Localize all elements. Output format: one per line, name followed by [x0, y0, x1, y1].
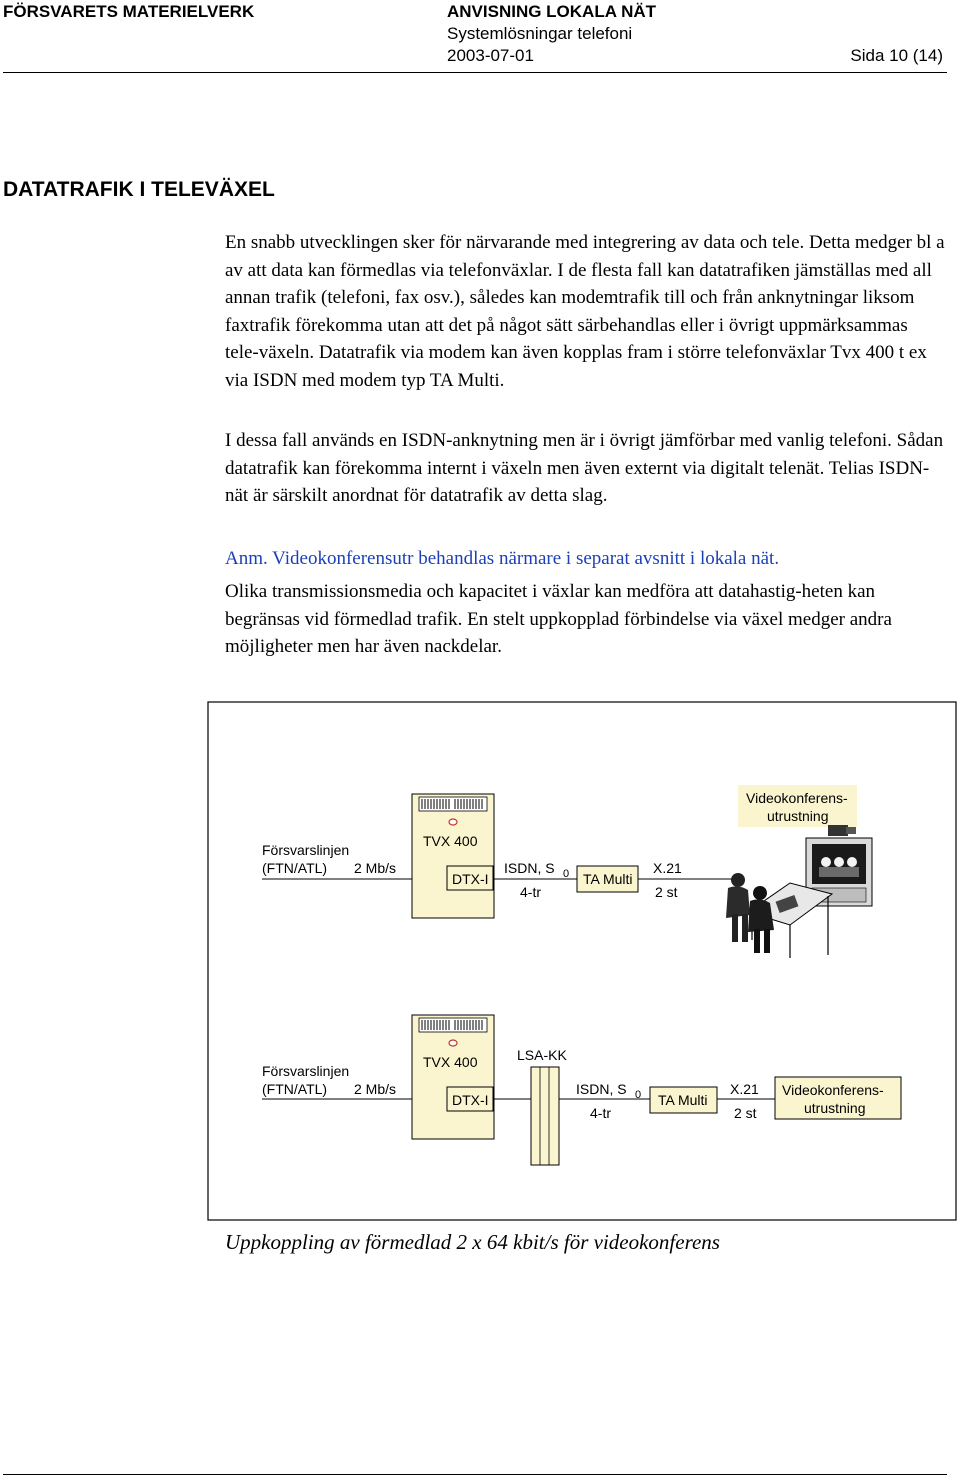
top-st-label: 2 st	[655, 884, 678, 900]
bottom-tvx-label: TVX 400	[423, 1054, 478, 1070]
bottom-tr-label: 4-tr	[590, 1105, 611, 1121]
bottom-tvx-indicator-icon	[449, 1040, 457, 1046]
top-tvx-label: TVX 400	[423, 833, 478, 849]
top-line-label-2: (FTN/ATL)	[262, 860, 328, 876]
note-text: Anm. Videokonferensutr behandlas närmare i separat avsnitt i lokala nät.	[225, 548, 780, 569]
header-org: FÖRSVARETS MATERIELVERK	[3, 2, 255, 21]
bottom-line-label-2: (FTN/ATL)	[262, 1081, 328, 1097]
top-video-label-1: Videokonferens-	[746, 790, 848, 806]
bottom-st-label: 2 st	[734, 1105, 757, 1121]
bottom-lsa-block	[531, 1067, 559, 1165]
bottom-diagram	[262, 1015, 901, 1165]
top-tvx-vent	[419, 797, 487, 811]
header-subtitle: Systemlösningar telefoni	[447, 24, 633, 43]
figure-caption: Uppkoppling av förmedlad 2 x 64 kbit/s för videokonferens	[225, 1230, 720, 1254]
top-diagram	[262, 785, 872, 958]
header-date: 2003-07-01	[447, 46, 534, 65]
bottom-tvx-cabinet	[412, 1015, 494, 1139]
paragraph-text: I dessa fall används en ISDN-anknytning men är i övrigt jämförbar med vanlig telefoni. Sådan datatrafik kan förekomma internt i växeln men även externt via digitalt telenät. Telias ISDN-nät är särskilt anordnat för datatrafik av detta slag.	[225, 430, 944, 506]
bottom-line-label-1: Försvarslinjen	[262, 1063, 350, 1079]
paragraph-text: En snabb utvecklingen sker för närvarande med integrering av data och tele. Detta medger bl a av att data kan förmedlas via telefonväxlar. I de flesta fall kan datatrafiken jämställas med all annan trafik (telefoni, fax osv.), således kan modemtrafik till och från anknytningar liksom faxtrafik förekomma utan att det på något sätt särbehandlas eller i övrigt uppmärksammas tele-växeln. Datatrafik via modem kan även kopplas fram i större telefonväxlar Tvx 400 t ex via ISDN med modem typ TA Multi.	[225, 232, 945, 391]
footer-rule	[3, 1474, 947, 1475]
paragraph-text: Olika transmissionsmedia och kapacitet i växlar kan medföra att datahastig-heten kan begränsas vid förmedlad trafik. En stelt uppkopplad förbindelse via växel medger andra möjligheter men har även nackdelar.	[225, 581, 892, 657]
top-video-label-2: utrustning	[767, 808, 829, 824]
bottom-lsa-label: LSA-KK	[517, 1047, 567, 1063]
top-isdn-sub: 0	[563, 868, 570, 880]
bottom-ta-multi-label: TA Multi	[658, 1092, 708, 1108]
top-rate-label: 2 Mb/s	[354, 860, 397, 876]
header-doc-type: ANVISNING LOKALA NÄT	[447, 2, 657, 21]
videoconference-illustration-icon	[726, 825, 872, 958]
diagram-frame	[208, 702, 956, 1220]
top-tr-label: 4-tr	[520, 884, 541, 900]
top-line-label-1: Försvarslinjen	[262, 842, 350, 858]
top-tvx-indicator-icon	[449, 819, 457, 825]
top-dtx-label: DTX-I	[452, 871, 489, 887]
top-tvx-cabinet	[412, 794, 494, 918]
bottom-tvx-vent	[419, 1018, 487, 1032]
top-isdn-label: ISDN, S	[504, 860, 555, 876]
bottom-isdn-label: ISDN, S	[576, 1081, 627, 1097]
header-page-number: Sida 10 (14)	[850, 46, 943, 65]
top-ta-multi-label: TA Multi	[583, 871, 633, 887]
bottom-isdn-sub: 0	[635, 1089, 642, 1101]
bottom-x21-label: X.21	[730, 1081, 759, 1097]
bottom-video-label-2: utrustning	[804, 1100, 866, 1116]
top-x21-label: X.21	[653, 860, 682, 876]
section-title: DATATRAFIK I TELEVÄXEL	[3, 178, 275, 201]
bottom-rate-label: 2 Mb/s	[354, 1081, 397, 1097]
bottom-dtx-label: DTX-I	[452, 1092, 489, 1108]
bottom-video-label-1: Videokonferens-	[782, 1082, 884, 1098]
